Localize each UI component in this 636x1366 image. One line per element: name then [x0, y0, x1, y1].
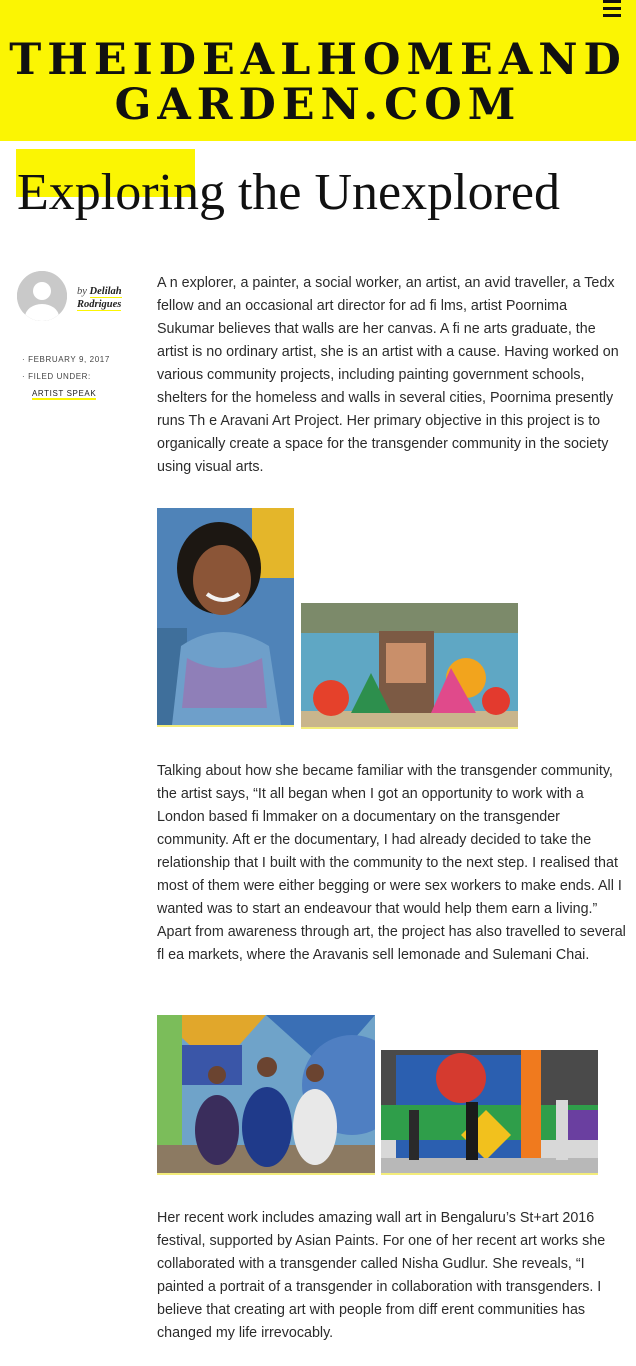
- post-date: · FEBRUARY 9, 2017: [22, 355, 110, 364]
- post-date-text: FEBRUARY 9, 2017: [28, 355, 110, 364]
- site-title-line2: GARDEN.COM: [114, 80, 522, 130]
- filed-under: · FILED UNDER:: [22, 372, 91, 381]
- site-title[interactable]: [0, 35, 636, 130]
- mural-photo-2: [381, 1050, 598, 1175]
- article-paragraph-1: A n explorer, a painter, a social worker, an artist, an avid traveller, a Tedx fellow and an occasional art director for ad fi lms, artist Poornima Sukumar believes that walls are her canvas. A fi ne arts graduate, the artist is no ordinary artist, she is an artist with a cause. Having worked on various community projects, including painting government schools, shelters for the homeless and walls in several cities, Poornima presently runs Th e Aravani Art Project. Her primary objective in this project is to organically create a space for the transgender community in the society using visual arts.: [157, 275, 619, 475]
- post-title: Exploring the Unexplored: [17, 164, 560, 221]
- group-photo: [157, 1015, 375, 1175]
- mural-photo-1: [301, 603, 518, 729]
- post-meta: [22, 351, 142, 402]
- filed-under-label: FILED UNDER:: [28, 372, 91, 381]
- article-paragraph-3: Her recent work includes amazing wall art in Bengaluru’s St+art 2016 festival, supported by Asian Paints. For one of her recent art works she collaborated with a transgender called Nisha Gudlur. She reveals, “I painted a portrait of a transgender in collaboration with transgenders. I believe that creating art with people from diff erent communities has changed my life irrevocably.: [157, 1210, 606, 1341]
- category-row: [22, 385, 142, 402]
- author-first-name[interactable]: Delilah: [89, 286, 122, 297]
- site-title-line1: THEIDEALHOMEAND: [9, 35, 627, 85]
- author-avatar: [17, 271, 67, 321]
- author-byline: [77, 285, 137, 311]
- category-link[interactable]: ARTIST SPEAK: [32, 389, 97, 398]
- article-paragraph-2: Talking about how she became familiar with the transgender community, the artist says, “It all began when I got an opportunity to work with a London based fi lmmaker on a documentary on the transgender community. Aft er the documentary, I had already decided to take the relationship that I built with the community to the next step. I realised that most of them were either begging or were sex workers to make ends. All I wanted was to start an endeavour that would help them earn a living.” Apart from awareness through art, the project has also travelled to several fl ea markets, where the Aravanis sell lemonade and Sulemani Chai.: [157, 763, 626, 963]
- hamburger-menu-icon[interactable]: [603, 0, 621, 17]
- author-last-name[interactable]: Rodrigues: [77, 299, 122, 310]
- site-header: [0, 0, 636, 141]
- artist-portrait-photo: [157, 508, 294, 727]
- byline-prefix: by: [77, 286, 87, 297]
- avatar-person-icon: [17, 271, 67, 321]
